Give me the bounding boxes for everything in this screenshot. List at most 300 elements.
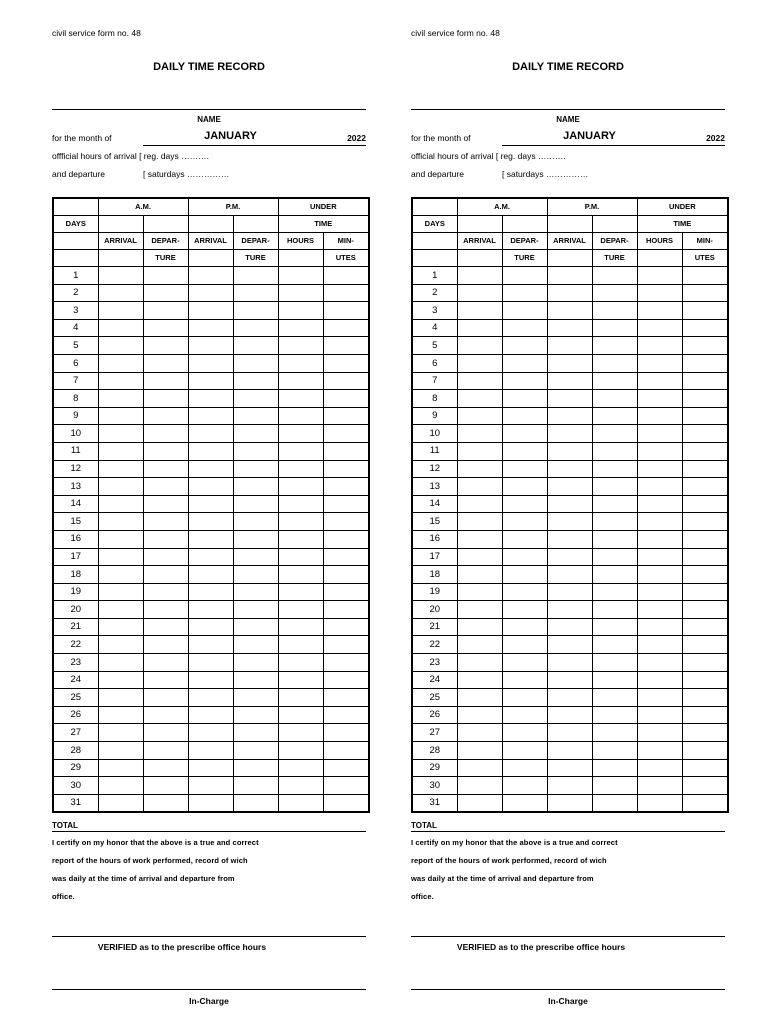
am-arrival-cell[interactable] xyxy=(98,442,143,460)
am-departure-cell[interactable] xyxy=(143,407,188,425)
am-departure-cell[interactable] xyxy=(143,654,188,672)
pm-departure-cell[interactable] xyxy=(592,618,637,636)
undertime-minutes-cell[interactable] xyxy=(682,495,728,513)
undertime-hours-cell[interactable] xyxy=(637,478,682,496)
pm-arrival-cell[interactable] xyxy=(547,302,592,320)
undertime-minutes-cell[interactable] xyxy=(682,636,728,654)
am-departure-cell[interactable] xyxy=(143,372,188,390)
pm-arrival-cell[interactable] xyxy=(547,689,592,707)
pm-arrival-cell[interactable] xyxy=(188,372,233,390)
pm-arrival-cell[interactable] xyxy=(188,689,233,707)
pm-arrival-cell[interactable] xyxy=(547,372,592,390)
pm-departure-cell[interactable] xyxy=(233,618,278,636)
am-arrival-cell[interactable] xyxy=(98,407,143,425)
pm-departure-cell[interactable] xyxy=(233,267,278,285)
am-arrival-cell[interactable] xyxy=(98,495,143,513)
pm-departure-cell[interactable] xyxy=(233,583,278,601)
pm-arrival-cell[interactable] xyxy=(188,319,233,337)
undertime-minutes-cell[interactable] xyxy=(682,583,728,601)
pm-arrival-cell[interactable] xyxy=(547,777,592,795)
am-arrival-cell[interactable] xyxy=(457,319,502,337)
am-arrival-cell[interactable] xyxy=(98,601,143,619)
pm-departure-cell[interactable] xyxy=(592,742,637,760)
undertime-minutes-cell[interactable] xyxy=(682,671,728,689)
pm-departure-cell[interactable] xyxy=(233,654,278,672)
am-departure-cell[interactable] xyxy=(502,460,547,478)
pm-arrival-cell[interactable] xyxy=(547,478,592,496)
undertime-minutes-cell[interactable] xyxy=(323,372,369,390)
pm-departure-cell[interactable] xyxy=(592,407,637,425)
pm-arrival-cell[interactable] xyxy=(188,794,233,812)
undertime-hours-cell[interactable] xyxy=(637,442,682,460)
pm-arrival-cell[interactable] xyxy=(547,460,592,478)
am-arrival-cell[interactable] xyxy=(457,372,502,390)
am-arrival-cell[interactable] xyxy=(98,478,143,496)
undertime-hours-cell[interactable] xyxy=(637,337,682,355)
am-departure-cell[interactable] xyxy=(143,478,188,496)
undertime-hours-cell[interactable] xyxy=(637,407,682,425)
undertime-minutes-cell[interactable] xyxy=(682,319,728,337)
undertime-hours-cell[interactable] xyxy=(278,460,323,478)
undertime-hours-cell[interactable] xyxy=(278,583,323,601)
am-departure-cell[interactable] xyxy=(143,724,188,742)
undertime-minutes-cell[interactable] xyxy=(682,284,728,302)
am-departure-cell[interactable] xyxy=(502,284,547,302)
am-departure-cell[interactable] xyxy=(143,513,188,531)
pm-departure-cell[interactable] xyxy=(592,442,637,460)
pm-arrival-cell[interactable] xyxy=(547,706,592,724)
am-arrival-cell[interactable] xyxy=(98,337,143,355)
pm-departure-cell[interactable] xyxy=(592,337,637,355)
undertime-hours-cell[interactable] xyxy=(637,601,682,619)
am-arrival-cell[interactable] xyxy=(98,267,143,285)
pm-departure-cell[interactable] xyxy=(592,671,637,689)
am-arrival-cell[interactable] xyxy=(98,390,143,408)
undertime-minutes-cell[interactable] xyxy=(682,460,728,478)
undertime-minutes-cell[interactable] xyxy=(682,442,728,460)
am-departure-cell[interactable] xyxy=(502,442,547,460)
am-arrival-cell[interactable] xyxy=(98,583,143,601)
pm-departure-cell[interactable] xyxy=(592,724,637,742)
am-arrival-cell[interactable] xyxy=(457,742,502,760)
pm-departure-cell[interactable] xyxy=(592,354,637,372)
undertime-minutes-cell[interactable] xyxy=(323,337,369,355)
am-arrival-cell[interactable] xyxy=(457,530,502,548)
pm-departure-cell[interactable] xyxy=(233,495,278,513)
am-departure-cell[interactable] xyxy=(143,267,188,285)
pm-departure-cell[interactable] xyxy=(233,794,278,812)
am-arrival-cell[interactable] xyxy=(98,618,143,636)
am-arrival-cell[interactable] xyxy=(457,284,502,302)
am-departure-cell[interactable] xyxy=(143,601,188,619)
undertime-hours-cell[interactable] xyxy=(278,671,323,689)
undertime-minutes-cell[interactable] xyxy=(323,566,369,584)
undertime-minutes-cell[interactable] xyxy=(682,372,728,390)
undertime-minutes-cell[interactable] xyxy=(682,530,728,548)
am-arrival-cell[interactable] xyxy=(98,425,143,443)
undertime-minutes-cell[interactable] xyxy=(682,618,728,636)
am-departure-cell[interactable] xyxy=(143,777,188,795)
pm-arrival-cell[interactable] xyxy=(188,618,233,636)
undertime-minutes-cell[interactable] xyxy=(323,654,369,672)
undertime-hours-cell[interactable] xyxy=(278,601,323,619)
am-arrival-cell[interactable] xyxy=(98,636,143,654)
am-arrival-cell[interactable] xyxy=(457,390,502,408)
undertime-hours-cell[interactable] xyxy=(637,390,682,408)
undertime-hours-cell[interactable] xyxy=(637,302,682,320)
undertime-hours-cell[interactable] xyxy=(278,337,323,355)
pm-departure-cell[interactable] xyxy=(592,267,637,285)
undertime-hours-cell[interactable] xyxy=(637,759,682,777)
pm-arrival-cell[interactable] xyxy=(547,267,592,285)
pm-departure-cell[interactable] xyxy=(233,460,278,478)
pm-arrival-cell[interactable] xyxy=(547,548,592,566)
am-departure-cell[interactable] xyxy=(502,267,547,285)
pm-arrival-cell[interactable] xyxy=(188,425,233,443)
pm-departure-cell[interactable] xyxy=(592,706,637,724)
am-departure-cell[interactable] xyxy=(502,425,547,443)
undertime-minutes-cell[interactable] xyxy=(323,319,369,337)
pm-departure-cell[interactable] xyxy=(592,495,637,513)
undertime-minutes-cell[interactable] xyxy=(323,794,369,812)
am-arrival-cell[interactable] xyxy=(457,794,502,812)
pm-arrival-cell[interactable] xyxy=(547,390,592,408)
pm-arrival-cell[interactable] xyxy=(547,794,592,812)
am-departure-cell[interactable] xyxy=(502,566,547,584)
pm-departure-cell[interactable] xyxy=(592,636,637,654)
pm-departure-cell[interactable] xyxy=(592,372,637,390)
pm-departure-cell[interactable] xyxy=(233,601,278,619)
pm-arrival-cell[interactable] xyxy=(188,636,233,654)
undertime-hours-cell[interactable] xyxy=(637,671,682,689)
undertime-minutes-cell[interactable] xyxy=(682,302,728,320)
undertime-hours-cell[interactable] xyxy=(637,513,682,531)
am-departure-cell[interactable] xyxy=(502,319,547,337)
pm-arrival-cell[interactable] xyxy=(547,724,592,742)
undertime-minutes-cell[interactable] xyxy=(323,302,369,320)
undertime-minutes-cell[interactable] xyxy=(323,495,369,513)
undertime-minutes-cell[interactable] xyxy=(682,742,728,760)
undertime-hours-cell[interactable] xyxy=(637,742,682,760)
pm-departure-cell[interactable] xyxy=(233,636,278,654)
undertime-minutes-cell[interactable] xyxy=(323,442,369,460)
am-departure-cell[interactable] xyxy=(502,706,547,724)
pm-arrival-cell[interactable] xyxy=(188,583,233,601)
undertime-minutes-cell[interactable] xyxy=(323,742,369,760)
undertime-hours-cell[interactable] xyxy=(637,777,682,795)
pm-departure-cell[interactable] xyxy=(592,654,637,672)
am-departure-cell[interactable] xyxy=(502,354,547,372)
am-departure-cell[interactable] xyxy=(143,530,188,548)
am-arrival-cell[interactable] xyxy=(457,671,502,689)
am-arrival-cell[interactable] xyxy=(457,759,502,777)
am-arrival-cell[interactable] xyxy=(457,654,502,672)
am-departure-cell[interactable] xyxy=(143,337,188,355)
undertime-hours-cell[interactable] xyxy=(278,706,323,724)
am-arrival-cell[interactable] xyxy=(457,618,502,636)
pm-arrival-cell[interactable] xyxy=(547,583,592,601)
pm-departure-cell[interactable] xyxy=(233,425,278,443)
am-arrival-cell[interactable] xyxy=(457,724,502,742)
am-arrival-cell[interactable] xyxy=(98,742,143,760)
undertime-minutes-cell[interactable] xyxy=(682,548,728,566)
pm-arrival-cell[interactable] xyxy=(188,407,233,425)
am-arrival-cell[interactable] xyxy=(98,654,143,672)
pm-departure-cell[interactable] xyxy=(233,671,278,689)
undertime-minutes-cell[interactable] xyxy=(682,425,728,443)
pm-arrival-cell[interactable] xyxy=(547,354,592,372)
pm-arrival-cell[interactable] xyxy=(547,601,592,619)
pm-departure-cell[interactable] xyxy=(233,689,278,707)
am-departure-cell[interactable] xyxy=(502,724,547,742)
undertime-hours-cell[interactable] xyxy=(637,566,682,584)
pm-arrival-cell[interactable] xyxy=(547,618,592,636)
undertime-hours-cell[interactable] xyxy=(278,759,323,777)
undertime-minutes-cell[interactable] xyxy=(323,354,369,372)
am-arrival-cell[interactable] xyxy=(98,513,143,531)
undertime-minutes-cell[interactable] xyxy=(323,407,369,425)
am-arrival-cell[interactable] xyxy=(98,759,143,777)
undertime-minutes-cell[interactable] xyxy=(323,390,369,408)
pm-arrival-cell[interactable] xyxy=(188,759,233,777)
am-departure-cell[interactable] xyxy=(143,636,188,654)
undertime-hours-cell[interactable] xyxy=(278,302,323,320)
pm-departure-cell[interactable] xyxy=(233,513,278,531)
am-arrival-cell[interactable] xyxy=(457,407,502,425)
pm-departure-cell[interactable] xyxy=(592,530,637,548)
am-arrival-cell[interactable] xyxy=(98,530,143,548)
pm-arrival-cell[interactable] xyxy=(547,319,592,337)
am-arrival-cell[interactable] xyxy=(98,548,143,566)
undertime-hours-cell[interactable] xyxy=(278,478,323,496)
pm-arrival-cell[interactable] xyxy=(547,495,592,513)
undertime-minutes-cell[interactable] xyxy=(323,583,369,601)
am-departure-cell[interactable] xyxy=(502,618,547,636)
undertime-hours-cell[interactable] xyxy=(637,530,682,548)
am-arrival-cell[interactable] xyxy=(457,267,502,285)
am-arrival-cell[interactable] xyxy=(457,583,502,601)
undertime-hours-cell[interactable] xyxy=(637,636,682,654)
undertime-minutes-cell[interactable] xyxy=(323,671,369,689)
undertime-minutes-cell[interactable] xyxy=(682,759,728,777)
undertime-hours-cell[interactable] xyxy=(278,390,323,408)
undertime-minutes-cell[interactable] xyxy=(323,530,369,548)
pm-departure-cell[interactable] xyxy=(592,548,637,566)
undertime-hours-cell[interactable] xyxy=(637,284,682,302)
pm-arrival-cell[interactable] xyxy=(188,548,233,566)
am-arrival-cell[interactable] xyxy=(457,601,502,619)
pm-departure-cell[interactable] xyxy=(592,425,637,443)
pm-departure-cell[interactable] xyxy=(592,460,637,478)
am-departure-cell[interactable] xyxy=(143,759,188,777)
am-departure-cell[interactable] xyxy=(502,337,547,355)
am-arrival-cell[interactable] xyxy=(457,337,502,355)
pm-departure-cell[interactable] xyxy=(233,724,278,742)
pm-arrival-cell[interactable] xyxy=(188,742,233,760)
pm-departure-cell[interactable] xyxy=(592,583,637,601)
am-departure-cell[interactable] xyxy=(143,742,188,760)
am-departure-cell[interactable] xyxy=(143,548,188,566)
undertime-hours-cell[interactable] xyxy=(278,267,323,285)
am-departure-cell[interactable] xyxy=(502,583,547,601)
am-arrival-cell[interactable] xyxy=(457,548,502,566)
am-departure-cell[interactable] xyxy=(143,583,188,601)
pm-departure-cell[interactable] xyxy=(592,777,637,795)
pm-arrival-cell[interactable] xyxy=(188,724,233,742)
undertime-hours-cell[interactable] xyxy=(278,442,323,460)
undertime-hours-cell[interactable] xyxy=(278,689,323,707)
pm-arrival-cell[interactable] xyxy=(188,460,233,478)
undertime-minutes-cell[interactable] xyxy=(323,636,369,654)
am-arrival-cell[interactable] xyxy=(457,478,502,496)
am-departure-cell[interactable] xyxy=(143,495,188,513)
undertime-hours-cell[interactable] xyxy=(278,548,323,566)
undertime-hours-cell[interactable] xyxy=(278,618,323,636)
undertime-hours-cell[interactable] xyxy=(278,495,323,513)
am-arrival-cell[interactable] xyxy=(98,777,143,795)
am-arrival-cell[interactable] xyxy=(98,671,143,689)
undertime-minutes-cell[interactable] xyxy=(323,689,369,707)
pm-arrival-cell[interactable] xyxy=(547,425,592,443)
pm-arrival-cell[interactable] xyxy=(188,706,233,724)
pm-arrival-cell[interactable] xyxy=(188,267,233,285)
pm-arrival-cell[interactable] xyxy=(188,495,233,513)
pm-arrival-cell[interactable] xyxy=(188,530,233,548)
undertime-hours-cell[interactable] xyxy=(278,513,323,531)
pm-departure-cell[interactable] xyxy=(233,372,278,390)
pm-departure-cell[interactable] xyxy=(233,530,278,548)
undertime-hours-cell[interactable] xyxy=(278,425,323,443)
am-departure-cell[interactable] xyxy=(143,390,188,408)
undertime-hours-cell[interactable] xyxy=(278,407,323,425)
undertime-hours-cell[interactable] xyxy=(278,319,323,337)
undertime-minutes-cell[interactable] xyxy=(323,513,369,531)
am-arrival-cell[interactable] xyxy=(98,689,143,707)
pm-departure-cell[interactable] xyxy=(233,706,278,724)
am-departure-cell[interactable] xyxy=(143,319,188,337)
pm-arrival-cell[interactable] xyxy=(188,442,233,460)
am-departure-cell[interactable] xyxy=(502,759,547,777)
undertime-minutes-cell[interactable] xyxy=(682,777,728,795)
undertime-minutes-cell[interactable] xyxy=(682,354,728,372)
pm-departure-cell[interactable] xyxy=(233,759,278,777)
undertime-hours-cell[interactable] xyxy=(637,354,682,372)
am-arrival-cell[interactable] xyxy=(98,566,143,584)
pm-arrival-cell[interactable] xyxy=(547,284,592,302)
pm-arrival-cell[interactable] xyxy=(188,654,233,672)
am-arrival-cell[interactable] xyxy=(457,354,502,372)
undertime-hours-cell[interactable] xyxy=(278,636,323,654)
undertime-minutes-cell[interactable] xyxy=(323,724,369,742)
undertime-minutes-cell[interactable] xyxy=(323,759,369,777)
undertime-minutes-cell[interactable] xyxy=(682,601,728,619)
am-departure-cell[interactable] xyxy=(143,460,188,478)
pm-arrival-cell[interactable] xyxy=(547,566,592,584)
pm-departure-cell[interactable] xyxy=(592,689,637,707)
undertime-hours-cell[interactable] xyxy=(637,689,682,707)
undertime-minutes-cell[interactable] xyxy=(682,513,728,531)
undertime-hours-cell[interactable] xyxy=(637,583,682,601)
pm-departure-cell[interactable] xyxy=(233,354,278,372)
undertime-hours-cell[interactable] xyxy=(278,284,323,302)
undertime-minutes-cell[interactable] xyxy=(323,478,369,496)
pm-arrival-cell[interactable] xyxy=(188,601,233,619)
undertime-hours-cell[interactable] xyxy=(637,425,682,443)
am-arrival-cell[interactable] xyxy=(98,706,143,724)
undertime-minutes-cell[interactable] xyxy=(682,794,728,812)
pm-arrival-cell[interactable] xyxy=(547,742,592,760)
undertime-hours-cell[interactable] xyxy=(278,742,323,760)
pm-departure-cell[interactable] xyxy=(592,759,637,777)
pm-departure-cell[interactable] xyxy=(233,337,278,355)
am-departure-cell[interactable] xyxy=(502,794,547,812)
pm-arrival-cell[interactable] xyxy=(547,513,592,531)
pm-departure-cell[interactable] xyxy=(592,478,637,496)
pm-arrival-cell[interactable] xyxy=(188,671,233,689)
undertime-hours-cell[interactable] xyxy=(637,267,682,285)
am-departure-cell[interactable] xyxy=(502,601,547,619)
am-arrival-cell[interactable] xyxy=(457,460,502,478)
undertime-hours-cell[interactable] xyxy=(637,548,682,566)
am-departure-cell[interactable] xyxy=(502,372,547,390)
undertime-minutes-cell[interactable] xyxy=(682,706,728,724)
undertime-minutes-cell[interactable] xyxy=(323,548,369,566)
am-departure-cell[interactable] xyxy=(143,794,188,812)
pm-arrival-cell[interactable] xyxy=(188,390,233,408)
am-departure-cell[interactable] xyxy=(143,671,188,689)
pm-arrival-cell[interactable] xyxy=(188,302,233,320)
am-departure-cell[interactable] xyxy=(143,566,188,584)
am-departure-cell[interactable] xyxy=(143,442,188,460)
pm-departure-cell[interactable] xyxy=(592,302,637,320)
undertime-minutes-cell[interactable] xyxy=(682,689,728,707)
undertime-minutes-cell[interactable] xyxy=(682,267,728,285)
am-arrival-cell[interactable] xyxy=(98,302,143,320)
am-arrival-cell[interactable] xyxy=(98,284,143,302)
pm-departure-cell[interactable] xyxy=(592,794,637,812)
undertime-hours-cell[interactable] xyxy=(278,372,323,390)
undertime-hours-cell[interactable] xyxy=(637,319,682,337)
pm-departure-cell[interactable] xyxy=(592,390,637,408)
am-arrival-cell[interactable] xyxy=(457,425,502,443)
am-departure-cell[interactable] xyxy=(502,636,547,654)
pm-departure-cell[interactable] xyxy=(233,548,278,566)
pm-arrival-cell[interactable] xyxy=(547,407,592,425)
pm-arrival-cell[interactable] xyxy=(188,337,233,355)
am-departure-cell[interactable] xyxy=(502,407,547,425)
am-departure-cell[interactable] xyxy=(502,302,547,320)
pm-departure-cell[interactable] xyxy=(233,742,278,760)
undertime-minutes-cell[interactable] xyxy=(682,337,728,355)
am-arrival-cell[interactable] xyxy=(98,794,143,812)
undertime-hours-cell[interactable] xyxy=(278,724,323,742)
undertime-hours-cell[interactable] xyxy=(637,724,682,742)
undertime-hours-cell[interactable] xyxy=(278,794,323,812)
pm-departure-cell[interactable] xyxy=(233,407,278,425)
undertime-hours-cell[interactable] xyxy=(637,706,682,724)
pm-departure-cell[interactable] xyxy=(233,284,278,302)
undertime-hours-cell[interactable] xyxy=(637,794,682,812)
undertime-hours-cell[interactable] xyxy=(278,566,323,584)
am-departure-cell[interactable] xyxy=(143,618,188,636)
am-departure-cell[interactable] xyxy=(502,654,547,672)
am-departure-cell[interactable] xyxy=(502,548,547,566)
pm-departure-cell[interactable] xyxy=(233,777,278,795)
pm-arrival-cell[interactable] xyxy=(547,671,592,689)
undertime-minutes-cell[interactable] xyxy=(682,390,728,408)
am-arrival-cell[interactable] xyxy=(457,566,502,584)
am-arrival-cell[interactable] xyxy=(457,513,502,531)
